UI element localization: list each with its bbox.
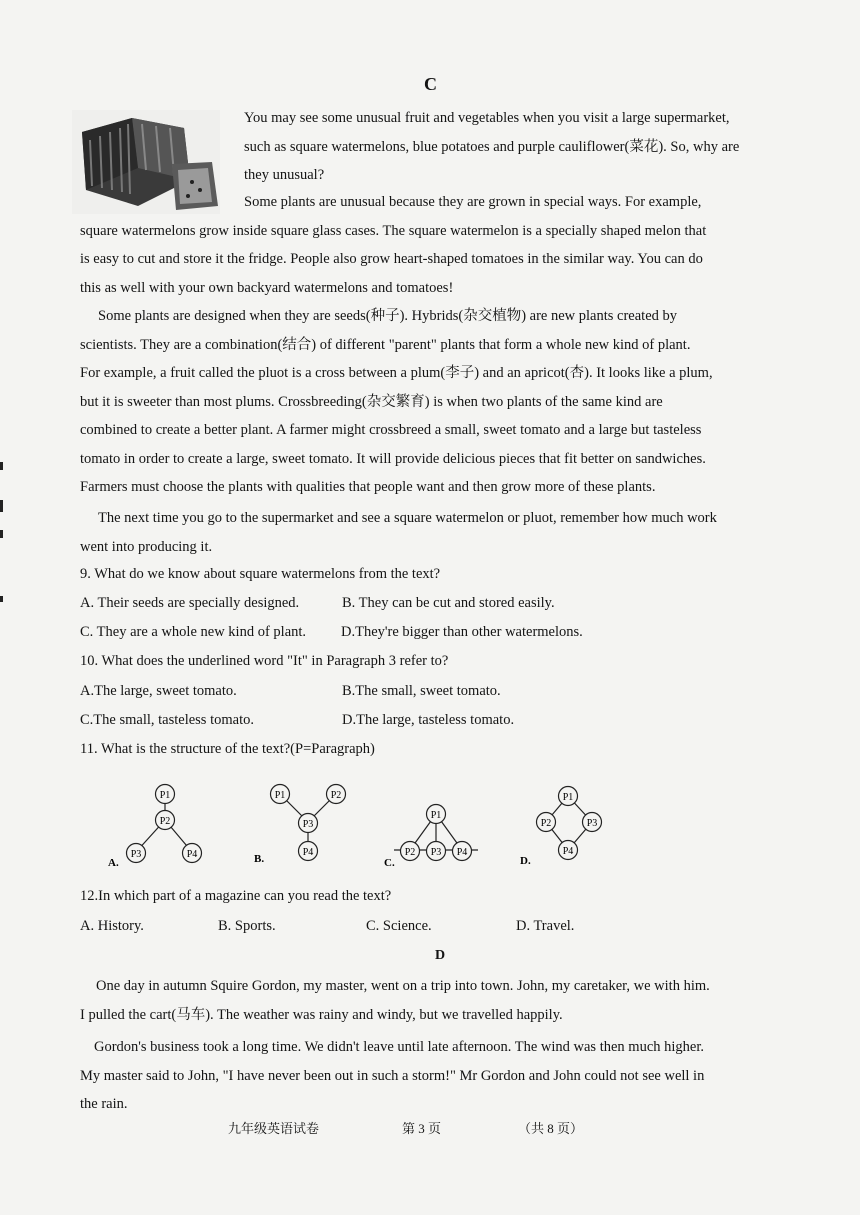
passage-c-paragraph-1: [244, 104, 804, 190]
text-line: scientists. They are a combination(结合) of different "parent" plants that form a whole new kind of plant.: [80, 336, 691, 353]
passage-d-paragraph-1: [80, 972, 790, 1029]
diagram-node: [427, 805, 446, 824]
structure-diagram-d: [518, 780, 618, 870]
svg-text:P1: P1: [159, 790, 171, 801]
diagram-node: [427, 842, 446, 861]
question-10-option-c: C.The small, tasteless tomato.: [80, 712, 254, 728]
svg-text:P4: P4: [302, 847, 314, 858]
footer-page-number: 第 3 页: [402, 1121, 442, 1136]
diagram-node: [156, 811, 175, 830]
text-line: tomato in order to create a large, sweet tomato. It will provide delicious pieces that fit better on sandwiches.: [80, 450, 706, 467]
question-9-stem: 9. What do we know about square watermelons from the text?: [80, 566, 441, 582]
diagram-node: [327, 785, 346, 804]
text-line: the rain.: [80, 1096, 128, 1112]
svg-text:P2: P2: [330, 790, 342, 801]
diagram-node: [559, 787, 578, 806]
diagram-node: [401, 842, 420, 861]
svg-text:P4: P4: [456, 847, 468, 858]
footer-total-pages: （共 8 页）: [518, 1121, 584, 1136]
text-line: For example, a fruit called the pluot is a cross between a plum(李子) and an apricot(杏). It looks like a plum,: [80, 365, 713, 381]
question-11-stem: 11. What is the structure of the text?(P=Paragraph): [80, 741, 375, 757]
binding-mark: [0, 462, 3, 470]
question-9-option-d: D.They're bigger than other watermelons.: [341, 624, 583, 640]
question-12-option-c: C. Science.: [366, 918, 432, 934]
svg-text:P4: P4: [562, 846, 574, 857]
svg-text:P2: P2: [540, 818, 552, 829]
text-line: Some plants are unusual because they are grown in special ways. For example,: [244, 194, 702, 210]
diagram-node: [583, 813, 602, 832]
question-10-option-b: B.The small, sweet tomato.: [342, 683, 501, 699]
svg-text:P3: P3: [302, 819, 314, 830]
footer-exam-title: 九年级英语试卷: [228, 1121, 320, 1136]
text-line: Some plants are designed when they are seeds(种子). Hybrids(杂交植物) are new plants created by: [98, 308, 678, 324]
svg-text:P2: P2: [159, 816, 171, 827]
svg-text:P4: P4: [186, 849, 198, 860]
passage-c-paragraph-3: [80, 302, 790, 502]
text-line: The next time you go to the supermarket and see a square watermelon or pluot, remember how much work: [98, 510, 717, 526]
text-line: they unusual?: [244, 167, 325, 183]
question-9-option-c: C. They are a whole new kind of plant.: [80, 624, 307, 640]
question-12-option-b: B. Sports.: [218, 918, 276, 934]
diagram-node: [183, 844, 202, 863]
structure-diagram-a: [98, 780, 224, 870]
passage-c-paragraph-4: [80, 504, 790, 561]
svg-text:P1: P1: [274, 790, 286, 801]
diagram-node: [453, 842, 472, 861]
diagram-label: C.: [384, 857, 395, 869]
diagram-node: [537, 813, 556, 832]
svg-text:P3: P3: [586, 818, 598, 829]
diagram-label: D.: [520, 855, 531, 867]
text-line: Farmers must choose the plants with qualities that people want and then grow more of these plants.: [80, 479, 656, 495]
text-line: went into producing it.: [80, 538, 213, 555]
svg-text:P3: P3: [130, 849, 142, 860]
svg-text:P2: P2: [404, 847, 416, 858]
binding-mark: [0, 530, 3, 538]
question-12-option-d: D. Travel.: [516, 918, 575, 934]
svg-text:P1: P1: [430, 810, 442, 821]
text-line: You may see some unusual fruit and vegetables when you visit a large supermarket,: [244, 110, 730, 126]
diagram-node: [156, 785, 175, 804]
text-line: is easy to cut and store it the fridge. People also grow heart-shaped tomatoes in the similar way. You can do: [80, 251, 703, 267]
section-d-heading: D: [435, 948, 446, 963]
svg-text:P3: P3: [430, 847, 442, 858]
text-line: My master said to John, "I have never been out in such a storm!" Mr Gordon and John could not see well in: [80, 1067, 705, 1084]
binding-mark: [0, 500, 3, 512]
text-line: combined to create a better plant. A farmer might crossbreed a small, sweet tomato and a large but tasteless: [80, 422, 702, 438]
section-c-heading: C: [424, 74, 437, 94]
text-line: Gordon's business took a long time. We didn't leave until late afternoon. The wind was then much higher.: [94, 1039, 704, 1055]
passage-d-paragraph-2: [80, 1033, 790, 1119]
question-12-stem: 12.In which part of a magazine can you read the text?: [80, 888, 392, 904]
binding-mark: [0, 596, 3, 602]
diagram-label: B.: [254, 853, 265, 865]
svg-text:P1: P1: [562, 792, 574, 803]
text-line: such as square watermelons, blue potatoes and purple cauliflower(菜花). So, why are: [244, 138, 740, 155]
text-line: this as well with your own backyard watermelons and tomatoes!: [80, 279, 454, 296]
diagram-label: A.: [108, 857, 119, 869]
structure-diagram-c: [380, 780, 490, 870]
question-12-option-a: A. History.: [80, 918, 144, 934]
text-line: but it is sweeter than most plums. Crossbreeding(杂交繁育) is when two plants of the same kind are: [80, 393, 663, 410]
text-line: One day in autumn Squire Gordon, my master, went on a trip into town. John, my caretaker, we with him.: [96, 978, 710, 994]
diagram-node: [299, 814, 318, 833]
text-line: square watermelons grow inside square glass cases. The square watermelon is a specially shaped melon that: [80, 222, 707, 239]
diagram-node: [299, 842, 318, 861]
passage-c-paragraph-2: [80, 188, 790, 302]
question-9-option-a: A. Their seeds are specially designed.: [80, 595, 300, 611]
diagram-node: [559, 841, 578, 860]
structure-diagram-b: [250, 780, 360, 870]
question-10-option-a: A.The large, sweet tomato.: [80, 683, 237, 699]
text-line: I pulled the cart(马车). The weather was rainy and windy, but we travelled happily.: [80, 1006, 563, 1023]
question-10-stem: 10. What does the underlined word "It" in Paragraph 3 refer to?: [80, 653, 449, 669]
question-10-option-d: D.The large, tasteless tomato.: [342, 712, 515, 728]
diagram-node: [127, 844, 146, 863]
diagram-node: [271, 785, 290, 804]
question-9-option-b: B. They can be cut and stored easily.: [342, 595, 555, 611]
